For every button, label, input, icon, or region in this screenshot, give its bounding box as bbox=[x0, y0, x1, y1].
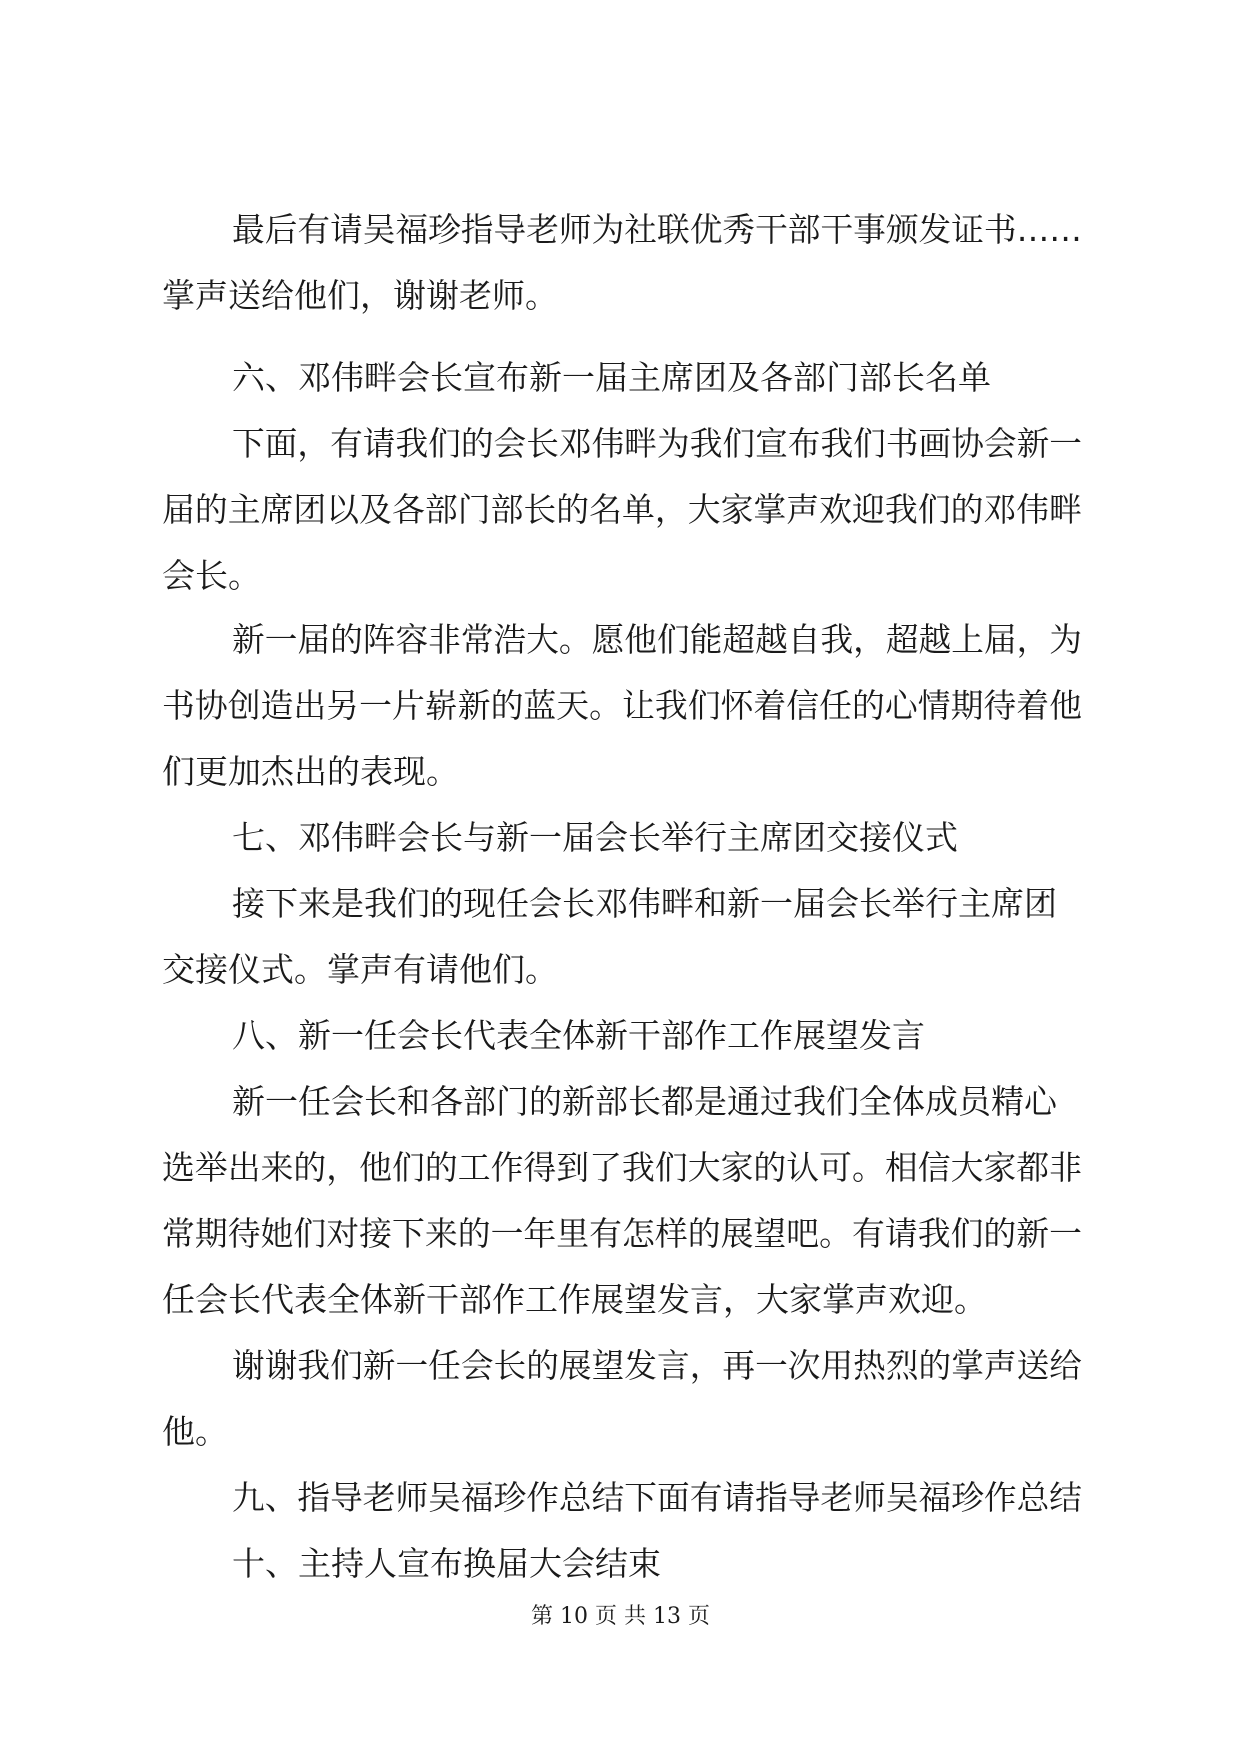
text-line: 谢谢我们新一任会长的展望发言，再一次用热烈的掌声送给 bbox=[232, 1346, 1082, 1385]
text-line: 届的主席团以及各部门部长的名单，大家掌声欢迎我们的邓伟畔 bbox=[162, 490, 1082, 529]
text-line: 新一任会长和各部门的新部长都是通过我们全体成员精心 bbox=[232, 1082, 1057, 1121]
section-heading: 六、邓伟畔会长宣布新一届主席团及各部门部长名单 bbox=[232, 358, 991, 397]
text-line: 交接仪式。掌声有请他们。 bbox=[162, 950, 558, 989]
page-number-footer: 第 10 页 共 13 页 bbox=[531, 1604, 710, 1629]
text-line: 书协创造出另一片崭新的蓝天。让我们怀着信任的心情期待着他 bbox=[162, 686, 1082, 725]
text-line: 新一届的阵容非常浩大。愿他们能超越自我，超越上届，为 bbox=[232, 620, 1082, 659]
text-line: 们更加杰出的表现。 bbox=[162, 752, 459, 791]
text-line: 掌声送给他们，谢谢老师。 bbox=[162, 276, 558, 315]
section-heading: 七、邓伟畔会长与新一届会长举行主席团交接仪式 bbox=[232, 818, 958, 857]
text-line: 会长。 bbox=[162, 556, 261, 595]
text-line: 任会长代表全体新干部作工作展望发言，大家掌声欢迎。 bbox=[162, 1280, 987, 1319]
text-line: 下面，有请我们的会长邓伟畔为我们宣布我们书画协会新一 bbox=[232, 424, 1082, 463]
text-line: 他。 bbox=[162, 1412, 228, 1451]
section-heading: 八、新一任会长代表全体新干部作工作展望发言 bbox=[232, 1016, 925, 1055]
text-line: 常期待她们对接下来的一年里有怎样的展望吧。有请我们的新一 bbox=[162, 1214, 1082, 1253]
text-line: 最后有请吴福珍指导老师为社联优秀干部干事颁发证书…… bbox=[232, 210, 1082, 249]
section-heading: 九、指导老师吴福珍作总结下面有请指导老师吴福珍作总结 bbox=[232, 1478, 1082, 1517]
text-line: 选举出来的，他们的工作得到了我们大家的认可。相信大家都非 bbox=[162, 1148, 1082, 1187]
text-line: 接下来是我们的现任会长邓伟畔和新一届会长举行主席团 bbox=[232, 884, 1057, 923]
section-heading: 十、主持人宣布换届大会结束 bbox=[232, 1544, 661, 1583]
